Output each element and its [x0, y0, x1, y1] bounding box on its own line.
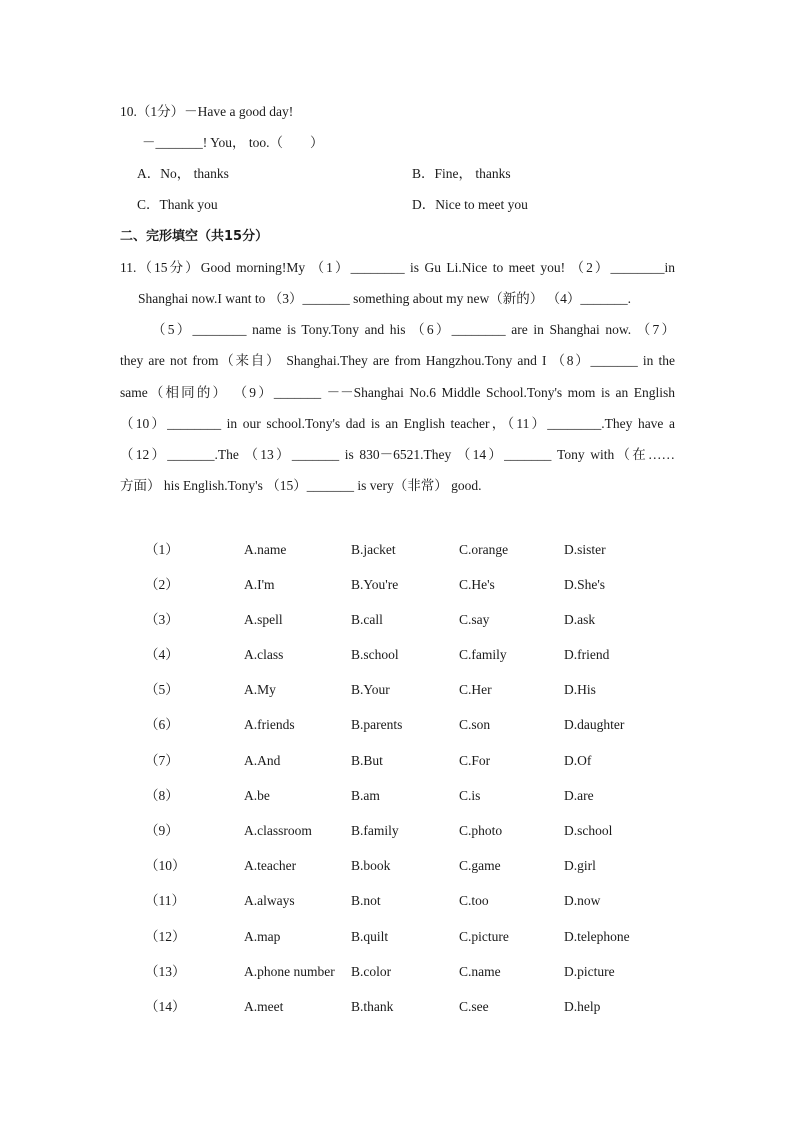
choice-row: [0, 611, 794, 629]
choice-b: B.family: [351, 823, 399, 838]
choice-number: （7）: [145, 753, 179, 768]
choice-d: D.school: [564, 823, 613, 838]
choice-row: [0, 787, 794, 805]
choice-c: C.son: [459, 717, 491, 732]
choice-b: B.parents: [351, 717, 403, 732]
choice-c: C.see: [459, 999, 489, 1014]
choice-row: [0, 998, 794, 1016]
q11-passage-line: （5）________ name is Tony.Tony and his （6）________ are in Shanghai now. （7）: [152, 322, 675, 337]
choice-c: C.picture: [459, 929, 509, 944]
choice-number: （5）: [145, 682, 179, 697]
choice-b: B.school: [351, 647, 399, 662]
choice-b: B.You're: [351, 577, 399, 592]
choice-d: D.Of: [564, 753, 592, 768]
choice-d: D.are: [564, 788, 594, 803]
choice-a: A.phone number: [244, 964, 335, 979]
choice-b: B.not: [351, 893, 381, 908]
q10-reply: －_______! You， too.（ ）: [142, 135, 324, 150]
choice-row: [0, 646, 794, 664]
choice-a: A.map: [244, 929, 281, 944]
choice-a: A.friends: [244, 717, 295, 732]
choice-d: D.sister: [564, 542, 606, 557]
q11-passage-line: they are not from（来自） Shanghai.They are from Hangzhou.Tony and I （8）_______ in the: [120, 353, 675, 368]
choice-row: [0, 752, 794, 770]
choice-number: （8）: [145, 788, 179, 803]
choice-c: C.name: [459, 964, 501, 979]
choice-c: C.For: [459, 753, 491, 768]
choice-row: [0, 541, 794, 559]
q11-passage-line: same（相同的） （9）_______ －－Shanghai No.6 Middle School.Tony's mom is an English: [120, 385, 675, 400]
choice-d: D.His: [564, 682, 596, 697]
choice-a: A.My: [244, 682, 276, 697]
choice-number: （13）: [145, 964, 186, 979]
choice-d: D.telephone: [564, 929, 630, 944]
choice-c: C.Her: [459, 682, 492, 697]
choice-d: D.now: [564, 893, 601, 908]
choice-row: [0, 822, 794, 840]
choice-row: [0, 681, 794, 699]
choice-b: B.Your: [351, 682, 390, 697]
choice-a: A.spell: [244, 612, 283, 627]
choice-row: [0, 576, 794, 594]
choice-a: A.I'm: [244, 577, 275, 592]
choice-row: [0, 716, 794, 734]
choice-number: （3）: [145, 612, 179, 627]
q10-option-c: C．Thank you: [137, 197, 218, 212]
choice-a: A.always: [244, 893, 295, 908]
choice-b: B.quilt: [351, 929, 389, 944]
choice-d: D.picture: [564, 964, 615, 979]
choice-c: C.say: [459, 612, 490, 627]
choice-c: C.game: [459, 858, 501, 873]
choice-a: A.meet: [244, 999, 284, 1014]
choice-c: C.He's: [459, 577, 495, 592]
choice-number: （14）: [145, 999, 186, 1014]
section-heading: 二、完形填空（共15分）: [120, 229, 269, 244]
choice-a: A.name: [244, 542, 287, 557]
choice-number: （12）: [145, 929, 186, 944]
choice-d: D.friend: [564, 647, 610, 662]
choice-b: B.But: [351, 753, 383, 768]
choice-row: [0, 857, 794, 875]
q10-option-b: B．Fine， thanks: [412, 166, 511, 181]
choice-d: D.help: [564, 999, 601, 1014]
choice-a: A.classroom: [244, 823, 312, 838]
choice-a: A.be: [244, 788, 270, 803]
choice-number: （1）: [145, 542, 179, 557]
choice-b: B.am: [351, 788, 380, 803]
choice-d: D.girl: [564, 858, 596, 873]
q11-passage-line: （10）________ in our school.Tony's dad is an English teacher，（11）________.They have a: [120, 416, 675, 431]
choice-number: （4）: [145, 647, 179, 662]
choice-row: [0, 928, 794, 946]
q11-passage-line: Shanghai now.I want to （3）_______ something about my new（新的） （4）_______.: [138, 291, 631, 306]
choice-c: C.too: [459, 893, 489, 908]
q11-passage-line: （12）_______.The （13）_______ is 830－6521.They （14）_______ Tony with（在……: [120, 447, 675, 462]
choice-b: B.call: [351, 612, 383, 627]
q10-option-d: D．Nice to meet you: [412, 197, 528, 212]
choice-a: A.teacher: [244, 858, 297, 873]
choice-row: [0, 892, 794, 910]
choice-b: B.book: [351, 858, 391, 873]
choice-a: A.And: [244, 753, 281, 768]
choice-number: （2）: [145, 577, 179, 592]
choice-c: C.is: [459, 788, 481, 803]
choice-number: （9）: [145, 823, 179, 838]
q10-stem: 10.（1分）－Have a good day!: [120, 104, 294, 119]
choice-d: D.She's: [564, 577, 606, 592]
choice-b: B.thank: [351, 999, 394, 1014]
choice-number: （10）: [145, 858, 186, 873]
choice-number: （11）: [145, 893, 185, 908]
q10-option-a: A．No， thanks: [137, 166, 229, 181]
choice-d: D.ask: [564, 612, 596, 627]
choice-a: A.class: [244, 647, 284, 662]
choice-row: [0, 963, 794, 981]
choice-d: D.daughter: [564, 717, 625, 732]
choice-b: B.jacket: [351, 542, 396, 557]
choice-b: B.color: [351, 964, 392, 979]
q11-passage-line: 方面） his English.Tony's （15）_______ is very（非常） good.: [120, 478, 482, 493]
choice-number: （6）: [145, 717, 179, 732]
choice-c: C.orange: [459, 542, 509, 557]
choice-c: C.family: [459, 647, 507, 662]
q11-passage-line: 11.（15分）Good morning!My （1）________ is Gu Li.Nice to meet you! （2）________in: [120, 260, 675, 275]
choice-c: C.photo: [459, 823, 503, 838]
